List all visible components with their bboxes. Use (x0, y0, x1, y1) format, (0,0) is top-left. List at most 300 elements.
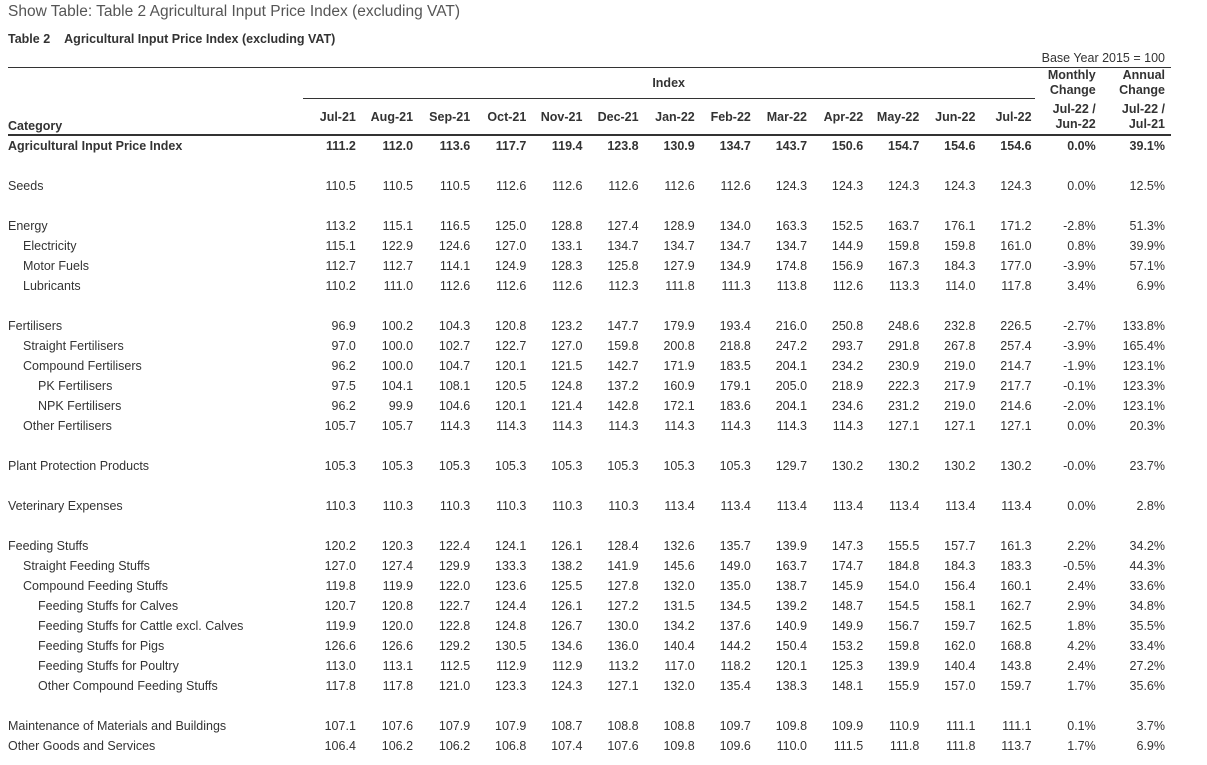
table-row (8, 736, 1171, 756)
index-value: 112.6 (439, 279, 471, 293)
index-value: 119.8 (325, 579, 356, 593)
index-value: 174.7 (831, 559, 864, 573)
index-value: 134.2 (663, 619, 695, 633)
index-value: 112.7 (325, 259, 356, 273)
index-value: 127.1 (944, 419, 976, 433)
index-value: 110.9 (888, 719, 920, 733)
index-value: 120.1 (775, 659, 808, 673)
index-value: 204.1 (775, 359, 808, 373)
index-value: 120.8 (495, 319, 527, 333)
index-value: 113.7 (1001, 739, 1032, 753)
table-number: Table 2 (8, 32, 51, 46)
index-value: 123.3 (495, 679, 527, 693)
index-value: 167.3 (888, 259, 920, 273)
index-value: 117.7 (495, 139, 527, 153)
index-value: 120.7 (324, 599, 356, 613)
annual-change-value: 35.6% (1129, 679, 1165, 693)
index-value: 106.8 (495, 739, 527, 753)
index-value: 113.4 (720, 499, 751, 513)
index-value: 124.3 (888, 179, 920, 193)
table-row (8, 176, 1171, 196)
row-category: Maintenance of Materials and Buildings (8, 719, 227, 733)
index-value: 99.9 (388, 399, 414, 413)
index-value: 117.8 (382, 679, 414, 693)
index-value: 159.7 (944, 619, 976, 633)
group-spacer (8, 476, 1171, 496)
index-value: 159.7 (1000, 679, 1032, 693)
index-value: 183.5 (719, 359, 751, 373)
monthly-change-value: 2.4% (1067, 579, 1096, 593)
index-value: 121.0 (438, 679, 471, 693)
index-value: 161.0 (1000, 239, 1032, 253)
row-category: Compound Feeding Stuffs (23, 579, 169, 593)
table-row (8, 496, 1171, 516)
index-value: 149.9 (831, 619, 864, 633)
index-value: 124.9 (495, 259, 527, 273)
index-value: 158.1 (944, 599, 976, 613)
index-value: 134.5 (719, 599, 751, 613)
month-header: Jul-21 (303, 98, 359, 135)
monthly-change-value: -1.9% (1063, 359, 1096, 373)
index-value: 119.4 (551, 139, 583, 153)
index-value: 108.8 (607, 719, 639, 733)
index-value: 113.4 (776, 499, 808, 513)
monthly-change-value: 0.0% (1067, 179, 1096, 193)
index-value: 122.4 (438, 539, 471, 553)
index-value: 109.6 (719, 739, 751, 753)
index-value: 154.0 (888, 579, 920, 593)
index-value: 127.4 (381, 559, 414, 573)
index-value: 176.1 (944, 219, 976, 233)
index-value: 230.9 (888, 359, 920, 373)
row-category: Other Compound Feeding Stuffs (38, 679, 218, 693)
index-value: 130.2 (944, 459, 976, 473)
index-value: 155.9 (888, 679, 920, 693)
table-row (8, 596, 1171, 616)
index-value: 124.3 (775, 179, 808, 193)
index-value: 105.3 (381, 459, 414, 473)
index-value: 124.3 (551, 679, 583, 693)
index-value: 156.4 (944, 579, 976, 593)
monthly-change-value: 2.4% (1067, 659, 1096, 673)
month-header: Feb-22 (698, 98, 754, 135)
monthly-period-header: Jul-22 / Jun-22 (1052, 102, 1096, 131)
index-value: 105.7 (324, 419, 356, 433)
index-value: 125.0 (495, 219, 527, 233)
index-value: 111.2 (325, 139, 356, 153)
index-value: 126.6 (324, 639, 356, 653)
index-value: 214.7 (1000, 359, 1032, 373)
index-value: 127.1 (888, 419, 920, 433)
index-value: 113.6 (439, 139, 471, 153)
index-value: 184.3 (944, 259, 976, 273)
index-value: 132.0 (663, 679, 695, 693)
monthly-change-value: 1.8% (1067, 619, 1096, 633)
window-title: Show Table: Table 2 Agricultural Input Price Index (excluding VAT) (8, 3, 461, 20)
index-value: 107.9 (495, 719, 527, 733)
index-value: 110.3 (608, 499, 639, 513)
table-row (8, 316, 1171, 336)
month-header: Sep-21 (416, 98, 473, 135)
index-value: 121.4 (551, 399, 583, 413)
annual-change-value: 27.2% (1129, 659, 1165, 673)
row-category: Energy (8, 219, 48, 233)
index-value: 116.5 (439, 219, 471, 233)
index-value: 104.3 (438, 319, 471, 333)
index-value: 124.4 (495, 599, 527, 613)
index-value: 114.3 (720, 419, 751, 433)
category-header: Category (8, 119, 63, 133)
index-value: 96.2 (331, 399, 356, 413)
index-value: 150.6 (831, 139, 864, 153)
index-value: 117.8 (325, 679, 356, 693)
index-value: 142.7 (607, 359, 639, 373)
index-value: 112.3 (608, 279, 639, 293)
index-value: 113.8 (776, 279, 808, 293)
table-row (8, 716, 1171, 736)
index-value: 123.2 (551, 319, 583, 333)
index-value: 117.8 (1001, 279, 1032, 293)
annual-change-value: 33.4% (1129, 639, 1165, 653)
index-value: 141.9 (607, 559, 639, 573)
index-value: 162.7 (1000, 599, 1032, 613)
index-value: 112.6 (495, 179, 527, 193)
index-value: 108.1 (438, 379, 471, 393)
index-value: 110.2 (325, 279, 356, 293)
index-value: 107.6 (381, 719, 414, 733)
index-value: 113.4 (1001, 499, 1032, 513)
index-value: 111.8 (946, 739, 976, 753)
index-value: 132.0 (663, 579, 695, 593)
base-year-note: Base Year 2015 = 100 (1041, 51, 1165, 65)
index-value: 114.3 (664, 419, 695, 433)
index-value: 134.7 (719, 239, 751, 253)
row-category: Plant Protection Products (8, 459, 150, 473)
index-value: 168.8 (1000, 639, 1032, 653)
index-value: 123.6 (495, 579, 527, 593)
index-value: 177.0 (1000, 259, 1032, 273)
index-value: 106.2 (438, 739, 471, 753)
index-value: 200.8 (663, 339, 695, 353)
index-value: 110.5 (439, 179, 471, 193)
index-value: 110.3 (552, 499, 583, 513)
index-value: 138.7 (775, 579, 808, 593)
annual-change-value: 2.8% (1136, 499, 1165, 513)
index-value: 120.1 (495, 359, 527, 373)
annual-change-value: 133.8% (1122, 319, 1165, 333)
index-value: 148.1 (831, 679, 864, 693)
index-value: 179.1 (719, 379, 751, 393)
index-value: 133.1 (551, 239, 583, 253)
row-category: Feeding Stuffs for Calves (38, 599, 179, 613)
index-value: 112.6 (552, 179, 583, 193)
row-category: NPK Fertilisers (38, 399, 122, 413)
index-value: 222.3 (888, 379, 920, 393)
index-value: 120.8 (381, 599, 414, 613)
index-value: 226.5 (1000, 319, 1032, 333)
annual-change-value: 12.5% (1129, 179, 1165, 193)
index-value: 267.8 (944, 339, 976, 353)
index-value: 127.4 (607, 219, 639, 233)
index-value: 219.0 (944, 359, 976, 373)
index-value: 293.7 (831, 339, 864, 353)
index-value: 112.6 (832, 279, 864, 293)
index-value: 144.2 (719, 639, 751, 653)
index-value: 171.2 (1000, 219, 1032, 233)
index-value: 112.6 (495, 279, 527, 293)
index-value: 184.3 (944, 559, 976, 573)
index-value: 102.7 (438, 339, 471, 353)
index-value: 125.8 (607, 259, 639, 273)
index-value: 161.3 (1000, 539, 1032, 553)
index-value: 163.3 (775, 219, 808, 233)
monthly-change-value: 1.7% (1067, 679, 1096, 693)
index-value: 134.9 (719, 259, 751, 273)
monthly-change-header: Monthly Change (1047, 68, 1096, 97)
index-value: 159.8 (888, 639, 920, 653)
index-value: 171.9 (663, 359, 695, 373)
index-value: 104.6 (438, 399, 471, 413)
index-value: 129.2 (438, 639, 471, 653)
annual-change-value: 44.3% (1129, 559, 1165, 573)
table-row (8, 636, 1171, 656)
index-value: 157.0 (944, 679, 976, 693)
annual-change-value: 33.6% (1129, 579, 1165, 593)
index-value: 132.6 (663, 539, 695, 553)
monthly-change-value: 0.0% (1067, 139, 1096, 153)
index-value: 114.3 (495, 419, 527, 433)
index-value: 129.7 (775, 459, 808, 473)
monthly-change-value: -2.0% (1063, 399, 1096, 413)
annual-change-value: 57.1% (1129, 259, 1165, 273)
index-value: 153.2 (831, 639, 864, 653)
monthly-change-value: 2.2% (1067, 539, 1096, 553)
index-value: 119.9 (382, 579, 414, 593)
monthly-change-value: -3.9% (1063, 259, 1096, 273)
index-value: 126.7 (551, 619, 583, 633)
monthly-change-value: 1.7% (1067, 739, 1096, 753)
index-value: 234.6 (831, 399, 864, 413)
index-value: 137.6 (719, 619, 751, 633)
index-value: 127.0 (324, 559, 356, 573)
index-value: 130.2 (1000, 459, 1032, 473)
index-value: 112.6 (552, 279, 583, 293)
row-category: Electricity (23, 239, 77, 253)
index-value: 154.5 (888, 599, 920, 613)
monthly-change-value: 0.0% (1067, 419, 1096, 433)
index-value: 172.1 (663, 399, 695, 413)
table-row (8, 376, 1171, 396)
annual-change-value: 34.2% (1129, 539, 1165, 553)
table-row (8, 536, 1171, 556)
index-value: 159.8 (888, 239, 920, 253)
index-value: 105.7 (381, 419, 414, 433)
index-value: 120.0 (381, 619, 414, 633)
index-value: 134.7 (663, 239, 695, 253)
index-value: 140.4 (944, 659, 976, 673)
index-value: 140.4 (663, 639, 695, 653)
index-value: 127.8 (607, 579, 639, 593)
index-value: 100.2 (381, 319, 414, 333)
table-row (8, 276, 1171, 296)
index-value: 127.1 (1000, 419, 1032, 433)
row-category: Lubricants (23, 279, 81, 293)
index-value: 113.3 (888, 279, 920, 293)
month-header: Nov-21 (529, 98, 585, 135)
row-category: Veterinary Expenses (8, 499, 123, 513)
index-value: 143.7 (775, 139, 808, 153)
index-value: 113.4 (664, 499, 695, 513)
index-value: 127.9 (663, 259, 695, 273)
index-value: 179.9 (663, 319, 695, 333)
annual-change-header: Annual Change (1119, 68, 1165, 97)
index-value: 108.8 (663, 719, 695, 733)
index-value: 154.6 (1000, 139, 1032, 153)
index-value: 250.8 (831, 319, 864, 333)
index-value: 216.0 (775, 319, 808, 333)
annual-change-value: 34.8% (1129, 599, 1165, 613)
index-value: 140.9 (775, 619, 808, 633)
index-value: 104.1 (381, 379, 414, 393)
index-value: 183.6 (719, 399, 751, 413)
index-value: 120.1 (495, 399, 527, 413)
annual-change-value: 39.1% (1129, 139, 1165, 153)
index-value: 124.8 (551, 379, 583, 393)
index-value: 138.2 (551, 559, 583, 573)
index-value: 127.1 (607, 679, 639, 693)
index-value: 109.9 (831, 719, 864, 733)
index-value: 111.3 (721, 279, 751, 293)
index-value: 110.5 (382, 179, 414, 193)
index-value: 106.4 (324, 739, 356, 753)
monthly-change-value: 4.2% (1067, 639, 1096, 653)
index-value: 138.3 (775, 679, 808, 693)
monthly-change-value: -2.8% (1063, 219, 1096, 233)
monthly-change-value: 0.8% (1067, 239, 1096, 253)
index-value: 106.2 (381, 739, 414, 753)
index-value: 111.8 (665, 279, 695, 293)
group-spacer (8, 436, 1171, 456)
index-value: 160.9 (663, 379, 695, 393)
index-value: 130.5 (495, 639, 527, 653)
index-value: 110.3 (495, 499, 527, 513)
table-row (8, 656, 1171, 676)
index-value: 122.9 (381, 239, 414, 253)
index-value: 234.2 (831, 359, 864, 373)
index-value: 154.6 (944, 139, 976, 153)
annual-change-value: 3.7% (1136, 719, 1165, 733)
index-value: 148.7 (831, 599, 864, 613)
table-row (8, 556, 1171, 576)
index-value: 217.7 (1000, 379, 1032, 393)
index-value: 157.7 (944, 539, 976, 553)
index-value: 160.1 (1000, 579, 1032, 593)
index-value: 125.5 (551, 579, 583, 593)
index-value: 217.9 (944, 379, 976, 393)
row-category: Other Goods and Services (8, 739, 156, 753)
index-value: 114.3 (439, 419, 471, 433)
index-value: 159.8 (944, 239, 976, 253)
index-value: 110.3 (382, 499, 414, 513)
index-value: 205.0 (775, 379, 808, 393)
row-category: Straight Feeding Stuffs (23, 559, 150, 573)
annual-change-value: 23.7% (1129, 459, 1165, 473)
index-value: 111.0 (383, 279, 414, 293)
index-value: 127.0 (495, 239, 527, 253)
index-value: 105.3 (719, 459, 751, 473)
index-value: 154.7 (888, 139, 920, 153)
annual-change-value: 39.9% (1129, 239, 1165, 253)
index-value: 193.4 (719, 319, 751, 333)
index-value: 128.8 (551, 219, 583, 233)
row-category: Feeding Stuffs for Poultry (38, 659, 179, 673)
table-row (8, 216, 1171, 236)
index-value: 105.3 (607, 459, 639, 473)
index-value: 156.9 (831, 259, 864, 273)
index-value: 248.6 (888, 319, 920, 333)
index-value: 105.3 (324, 459, 356, 473)
index-value: 105.3 (663, 459, 695, 473)
index-value: 107.9 (438, 719, 471, 733)
index-value: 111.1 (1002, 719, 1032, 733)
index-value: 112.9 (552, 659, 583, 673)
index-value: 111.5 (833, 739, 864, 753)
table-title: Agricultural Input Price Index (excluding VAT) (64, 32, 336, 46)
index-value: 96.2 (331, 359, 356, 373)
index-value: 124.3 (1000, 179, 1032, 193)
index-value: 112.7 (382, 259, 414, 273)
index-value: 97.0 (331, 339, 356, 353)
index-value: 130.0 (607, 619, 639, 633)
index-value: 114.3 (832, 419, 864, 433)
index-value: 134.6 (551, 639, 583, 653)
index-value: 142.8 (607, 399, 639, 413)
index-value: 247.2 (775, 339, 808, 353)
index-value: 134.7 (719, 139, 751, 153)
index-value: 118.2 (720, 659, 751, 673)
monthly-change-value: -0.0% (1063, 459, 1096, 473)
index-value: 131.5 (663, 599, 695, 613)
index-value: 124.3 (944, 179, 976, 193)
table-row (8, 576, 1171, 596)
month-header: Jul-22 (978, 98, 1034, 135)
index-value: 120.5 (495, 379, 527, 393)
index-value: 149.0 (719, 559, 751, 573)
index-value: 257.4 (1000, 339, 1032, 353)
row-category: Feeding Stuffs for Pigs (38, 639, 165, 653)
table-row (8, 416, 1171, 436)
index-value: 130.2 (888, 459, 920, 473)
index-value: 128.3 (551, 259, 583, 273)
annual-change-value: 51.3% (1129, 219, 1165, 233)
annual-period-header: Jul-22 / Jul-21 (1121, 102, 1165, 131)
index-value: 204.1 (775, 399, 808, 413)
table-row (8, 616, 1171, 636)
index-value: 125.3 (831, 659, 864, 673)
index-value: 117.0 (664, 659, 695, 673)
index-value: 110.5 (325, 179, 356, 193)
index-value: 113.2 (608, 659, 639, 673)
index-value: 126.1 (551, 539, 583, 553)
table-caption (8, 32, 335, 46)
row-category: Other Fertilisers (23, 419, 112, 433)
row-category: Straight Fertilisers (23, 339, 124, 353)
index-value: 145.6 (663, 559, 695, 573)
index-value: 97.5 (331, 379, 356, 393)
index-value: 128.9 (663, 219, 695, 233)
index-value: 113.0 (325, 659, 356, 673)
index-value: 183.3 (1000, 559, 1032, 573)
